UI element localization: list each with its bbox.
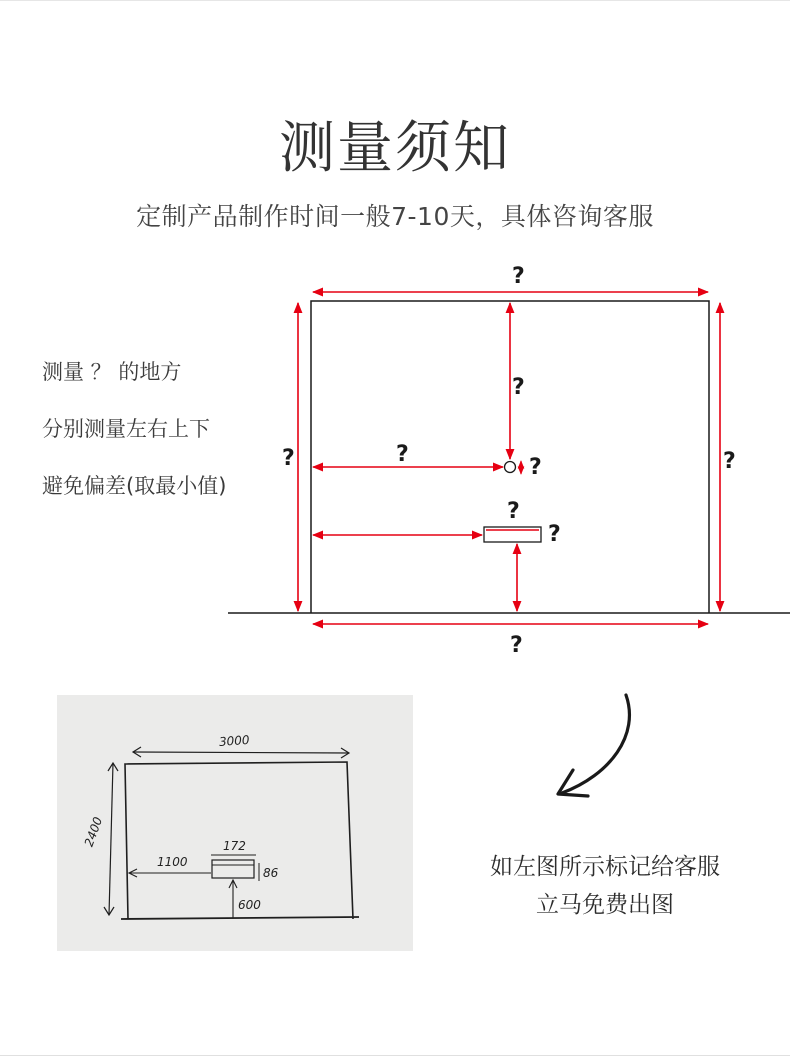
outlet-circle (505, 462, 516, 473)
sketch-floor (121, 917, 359, 919)
top-width-mark: ? (512, 264, 525, 289)
sketch-left-offset-label: 1100 (157, 855, 188, 869)
sketch-box-height-label: 86 (263, 866, 279, 880)
box-rectangle (484, 527, 541, 542)
box-width-mark: ? (507, 499, 520, 524)
sketch-width-label: 3000 (218, 732, 250, 749)
outlet-size-mark: ? (529, 455, 542, 480)
note-line-1: 测量 ？ 的地方 (42, 360, 182, 384)
right-height-mark: ? (723, 449, 736, 474)
box-height-mark: ? (548, 522, 561, 547)
cta-line-1: 如左图所示标记给客服 (490, 854, 720, 880)
bottom-divider (0, 1055, 790, 1056)
sketch-bottom-offset-label: 600 (238, 898, 261, 912)
measurement-diagram (0, 250, 790, 670)
sketch-height-label: 2400 (81, 815, 106, 849)
page-title: 测量须知 (279, 116, 511, 181)
note-line-2: 分别测量左右上下 (42, 417, 210, 441)
curved-arrow-icon (540, 690, 650, 810)
sketch-height-arrow (109, 763, 113, 915)
sketch-box-width-label: 172 (223, 839, 246, 853)
hand-sketch-photo (57, 695, 413, 951)
top-to-outlet-mark: ? (512, 375, 525, 400)
left-height-mark: ? (282, 446, 295, 471)
sketch-box (212, 860, 254, 878)
sketch-width-arrow (133, 752, 349, 753)
note-line-3: 避免偏差(取最小值) (42, 474, 227, 498)
bottom-width-mark: ? (510, 633, 523, 658)
cta-line-2: 立马免费出图 (536, 892, 674, 918)
hand-sketch-drawing (57, 695, 413, 951)
left-to-outlet-mark: ? (396, 442, 409, 467)
call-to-action (460, 848, 750, 924)
top-divider (0, 0, 790, 1)
page-subtitle: 定制产品制作时间一般7-10天，具体咨询客服 (136, 202, 654, 231)
